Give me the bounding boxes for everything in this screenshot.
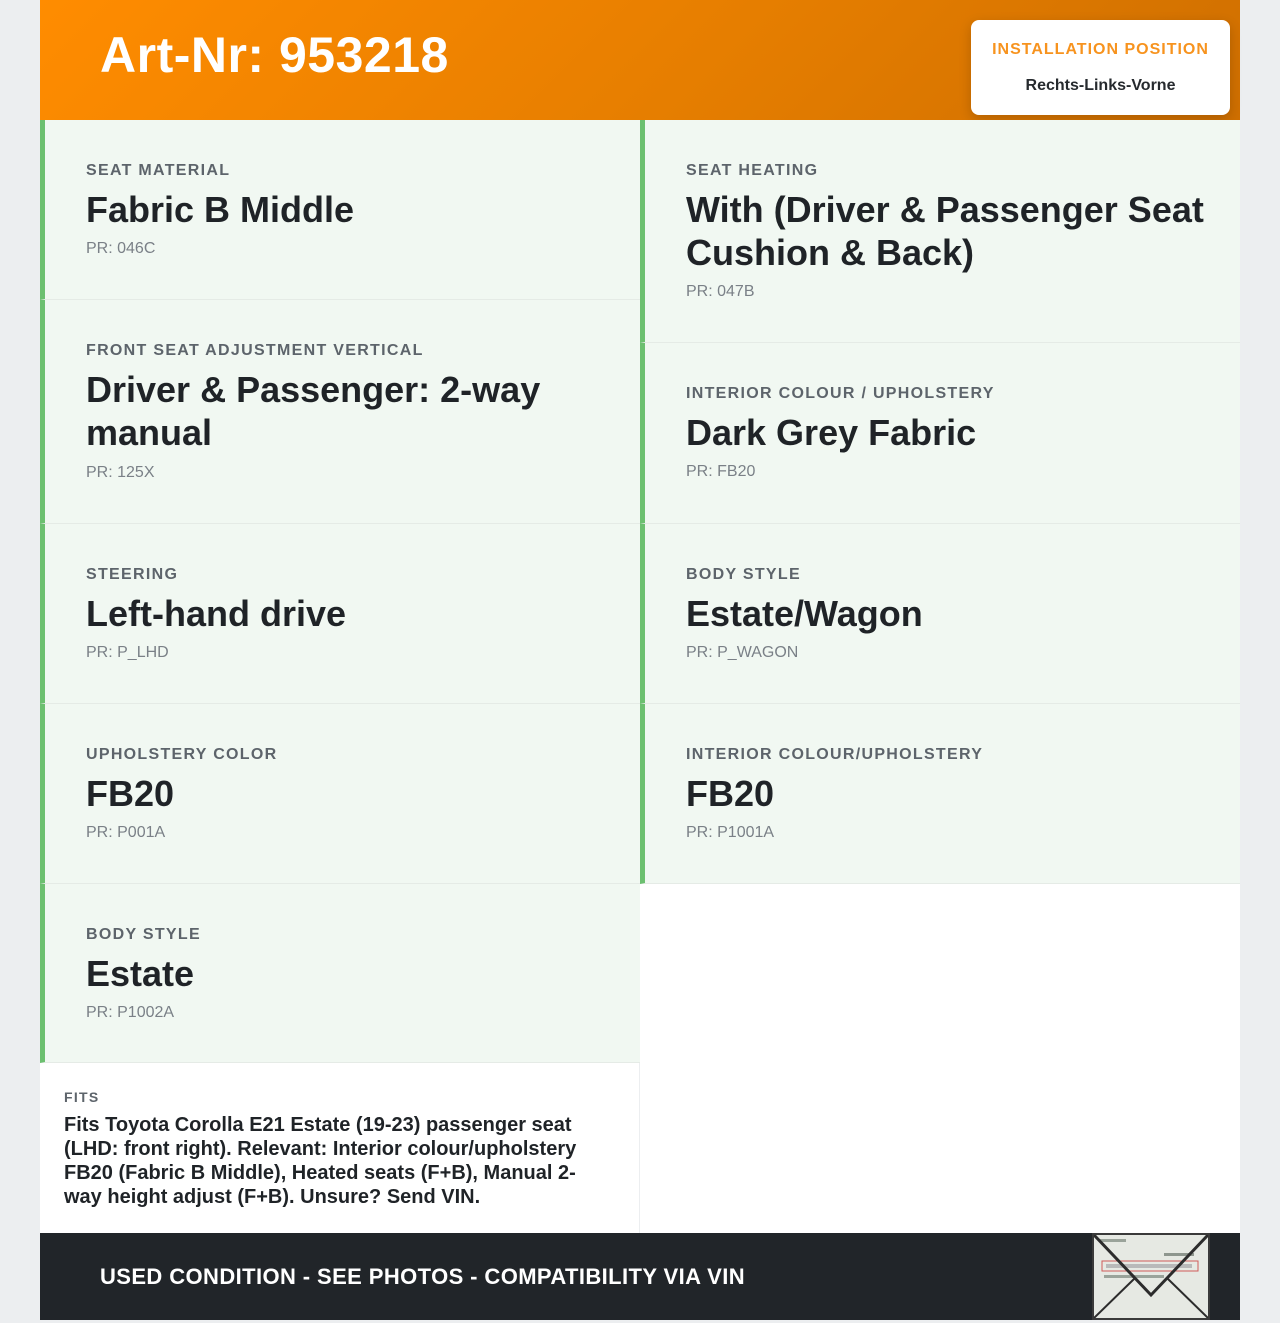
spec-label: FRONT SEAT ADJUSTMENT VERTICAL — [86, 342, 424, 359]
spec-value: Estate — [86, 953, 195, 994]
spec-interior-colour-upholstery — [640, 704, 1240, 884]
spec-pr-code: PR: FB20 — [686, 463, 756, 480]
spec-pr-code: PR: P_LHD — [86, 644, 169, 661]
vin-label-envelope-icon — [1094, 1235, 1208, 1318]
spec-value: FB20 — [686, 773, 775, 814]
spec-label: INTERIOR COLOUR / UPHOLSTERY — [686, 385, 995, 402]
spec-body-style-wagon — [640, 524, 1240, 704]
spec-label: SEAT MATERIAL — [86, 162, 231, 179]
installation-position-value: Rechts-Links-Vorne — [1025, 77, 1176, 94]
spec-value: Estate/Wagon — [686, 593, 923, 634]
spec-pr-code: PR: 125X — [86, 464, 155, 481]
installation-position-label: INSTALLATION POSITION — [992, 41, 1209, 58]
spec-front-seat-adjustment — [40, 300, 640, 524]
product-sheet — [40, 0, 1240, 1320]
spec-pr-code: PR: 046C — [86, 240, 156, 257]
spec-label: BODY STYLE — [86, 926, 201, 943]
spec-label: STEERING — [86, 566, 179, 583]
spec-seat-heating — [640, 120, 1240, 343]
vin-label-thumbnail-image — [1092, 1233, 1210, 1320]
spec-value: FB20 — [86, 773, 175, 814]
spec-value: Fabric B Middle — [86, 189, 355, 230]
spec-label: INTERIOR COLOUR/UPHOLSTERY — [686, 746, 984, 763]
spec-label: BODY STYLE — [686, 566, 801, 583]
spec-upholstery-color — [40, 704, 640, 884]
footer-bar — [40, 1233, 1240, 1320]
spec-value: With (Driver & Passenger Seat Cushion & Back) — [686, 189, 1204, 273]
fits-label: FITS — [64, 1089, 100, 1105]
spec-seat-material — [40, 120, 640, 300]
spec-value: Dark Grey Fabric — [686, 412, 977, 453]
spec-pr-code: PR: P1002A — [86, 1004, 175, 1021]
header-bar — [40, 0, 1240, 120]
spec-pr-code: PR: P1001A — [686, 824, 775, 841]
spec-value: Left-hand drive — [86, 593, 347, 634]
spec-interior-colour — [640, 343, 1240, 524]
spec-pr-code: PR: 047B — [686, 283, 755, 300]
footer-notice: USED CONDITION - SEE PHOTOS - COMPATIBILITY VIA VIN — [100, 1264, 746, 1289]
spec-pr-code: PR: P001A — [86, 824, 166, 841]
installation-position-card — [971, 20, 1230, 115]
spec-label: SEAT HEATING — [686, 162, 819, 179]
spec-pr-code: PR: P_WAGON — [686, 644, 799, 661]
spec-value: Driver & Passenger: 2-way manual — [86, 369, 541, 453]
fits-description: Fits Toyota Corolla E21 Estate (19-23) passenger seat (LHD: front right). Relevant: Interior colour/upholstery FB20 (Fabric B Middle), Heated seats (F+B), Manual 2-way height adjust (F+B). Unsure? Send VIN. — [64, 1114, 577, 1208]
fits-section — [40, 1063, 640, 1233]
spec-label: UPHOLSTERY COLOR — [86, 746, 278, 763]
spec-body-style-estate — [40, 884, 640, 1063]
article-number: Art-Nr: 953218 — [100, 27, 449, 83]
spec-steering — [40, 524, 640, 704]
